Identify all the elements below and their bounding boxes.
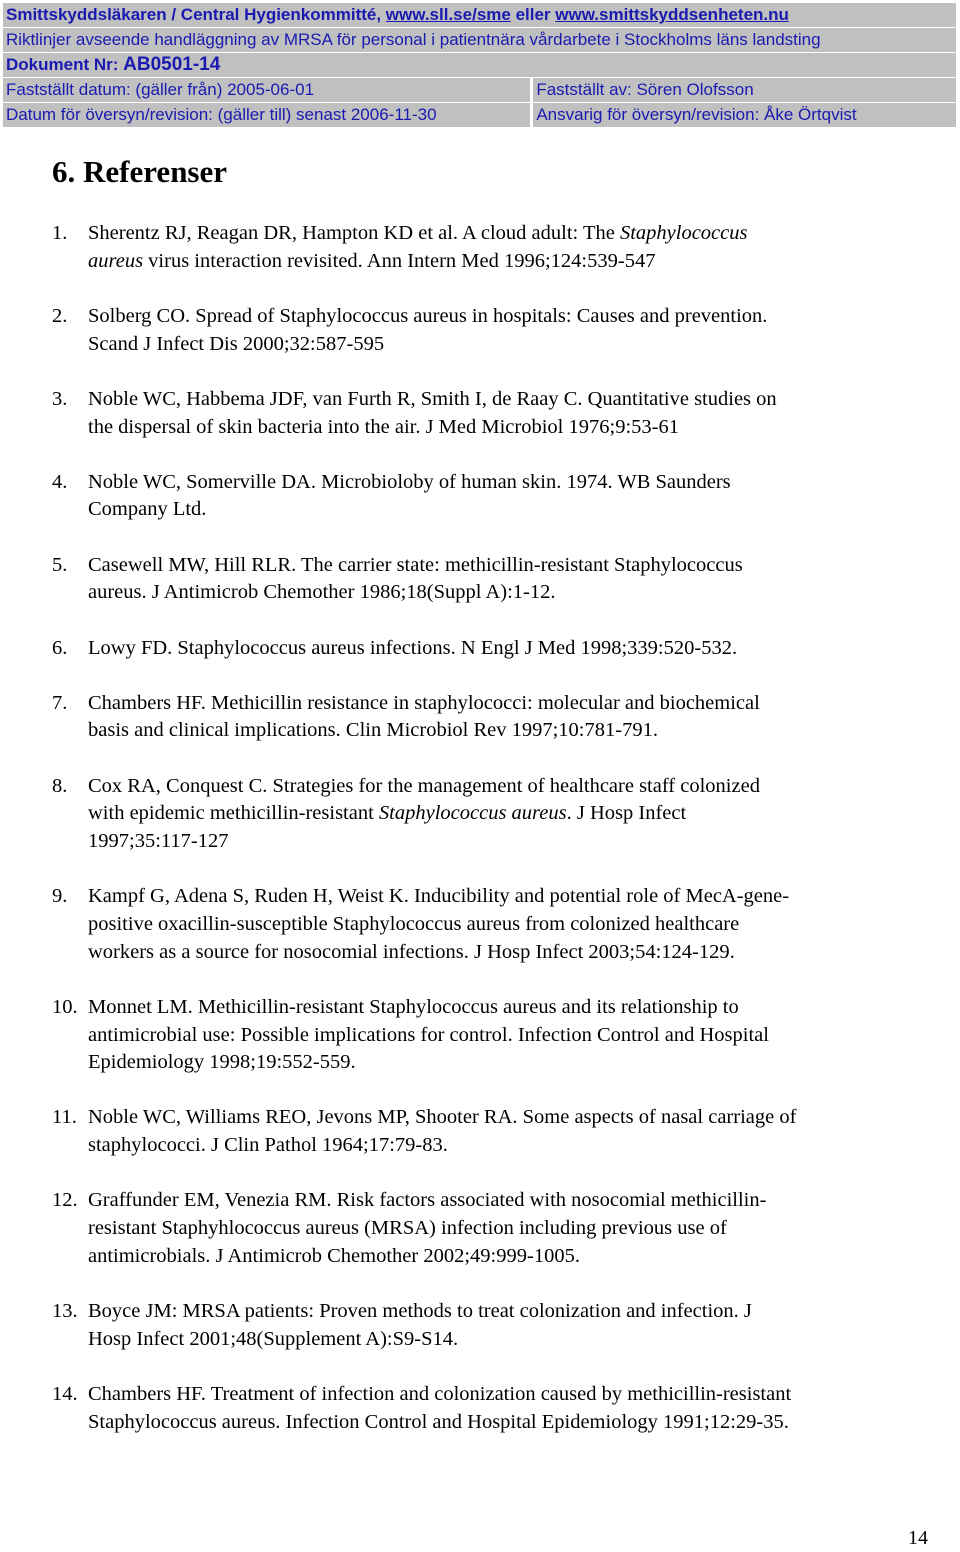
header-org-row	[3, 3, 956, 27]
reference-item	[52, 469, 932, 524]
reference-line	[88, 800, 932, 828]
reference-item	[52, 1187, 932, 1270]
reference-number: 11.	[52, 1106, 77, 1129]
header-org-connector: eller	[510, 5, 556, 24]
reference-number: 9.	[52, 885, 68, 908]
reference-item	[52, 1381, 932, 1436]
reference-line	[88, 883, 932, 911]
reference-line	[88, 994, 932, 1022]
reference-text: Solberg CO. Spread of Staphylococcus aureus in hospitals: Causes and prevention.	[88, 304, 768, 327]
reference-italic-text: aureus	[88, 249, 144, 272]
reference-line	[88, 939, 932, 967]
reference-text: the dispersal of skin bacteria into the air. J Med Microbiol 1976;9:53-61	[88, 415, 679, 438]
reference-list	[52, 220, 932, 1436]
reference-italic-text: Staphylococcus	[619, 222, 748, 244]
reference-line	[88, 1022, 932, 1050]
reference-text: Chambers HF. Methicillin resistance in staphylococci: molecular and biochemical	[88, 691, 760, 714]
reference-line	[88, 1187, 932, 1215]
reference-line	[88, 303, 932, 331]
reference-text: workers as a source for nosocomial infections. J Hosp Infect 2003;54:124-129.	[88, 940, 735, 963]
reference-number: 10.	[52, 995, 78, 1018]
reference-line	[88, 690, 932, 718]
reference-text: staphylococci. J Clin Pathol 1964;17:79-83.	[88, 1134, 448, 1157]
reference-item	[52, 635, 932, 663]
reference-text: Scand J Infect Dis 2000;32:587-595	[88, 332, 385, 355]
reference-text: Cox RA, Conquest C. Strategies for the management of healthcare staff colonized	[88, 774, 760, 797]
reference-text: Noble WC, Williams REO, Jevons MP, Shooter RA. Some aspects of nasal carriage of	[88, 1106, 797, 1129]
reference-text: basis and clinical implications. Clin Microbiol Rev 1997;10:781-791.	[88, 719, 658, 742]
header-established-row	[3, 78, 956, 102]
reference-item	[52, 690, 932, 745]
reference-item	[52, 220, 932, 275]
reference-text: Company Ltd.	[88, 498, 207, 521]
reference-line	[88, 414, 932, 442]
reference-number: 8.	[52, 774, 68, 797]
established-date: Fastställt datum: (gäller från) 2005-06-01	[3, 78, 530, 102]
reference-line	[88, 911, 932, 939]
reference-text: Boyce JM: MRSA patients: Proven methods to treat colonization and infection. J	[88, 1299, 752, 1322]
reference-text: Hosp Infect 2001;48(Supplement A):S9-S14.	[88, 1327, 459, 1350]
reference-text: positive oxacillin-susceptible Staphylococcus aureus from colonized healthcare	[88, 912, 740, 935]
reference-text: Staphylococcus aureus. Infection Control and Hospital Epidemiology 1991;12:29-35.	[88, 1410, 789, 1433]
reference-number: 2.	[52, 304, 68, 327]
reference-text: Chambers HF. Treatment of infection and colonization caused by methicillin-resistant	[88, 1382, 792, 1405]
header-review-row	[3, 103, 956, 127]
reference-item	[52, 883, 932, 966]
reference-item	[52, 1298, 932, 1353]
review-responsible: Ansvarig för översyn/revision: Åke Örtqvist	[533, 103, 956, 127]
reference-item	[52, 552, 932, 607]
reference-text: 1997;35:117-127	[88, 830, 229, 853]
reference-line	[88, 1298, 932, 1326]
reference-item	[52, 773, 932, 856]
reference-text: virus interaction revisited. Ann Intern Med 1996;124:539-547	[143, 249, 656, 272]
reference-text: antimicrobial use: Possible implications for control. Infection Control and Hospital	[88, 1023, 769, 1046]
reference-line	[88, 1381, 932, 1409]
reference-number: 13.	[52, 1299, 78, 1322]
reference-line	[88, 1215, 932, 1243]
reference-number: 3.	[52, 387, 68, 410]
reference-line	[88, 717, 932, 745]
reference-text: aureus. J Antimicrob Chemother 1986;18(Suppl A):1-12.	[88, 581, 556, 604]
reference-number: 7.	[52, 691, 68, 714]
reference-text: Kampf G, Adena S, Ruden H, Weist K. Inducibility and potential role of MecA-gene-	[88, 885, 790, 908]
reference-number: 1.	[52, 222, 68, 244]
established-by: Fastställt av: Sören Olofsson	[533, 78, 956, 102]
reference-text: Sherentz RJ, Reagan DR, Hampton KD et al. A cloud adult: The	[88, 222, 620, 244]
reference-item	[52, 386, 932, 441]
reference-line	[88, 635, 932, 663]
reference-text: Lowy FD. Staphylococcus aureus infections. N Engl J Med 1998;339:520-532.	[88, 636, 738, 659]
header-docnr-row	[3, 53, 956, 77]
reference-number: 14.	[52, 1382, 78, 1405]
reference-text: Graffunder EM, Venezia RM. Risk factors associated with nosocomial methicillin-	[88, 1189, 767, 1212]
reference-line	[88, 248, 932, 276]
header-org-text: Smittskyddsläkaren / Central Hygienkommitté,	[6, 5, 386, 24]
reference-line	[88, 469, 932, 497]
section-title: 6. Referenser	[52, 154, 228, 189]
header-guideline: Riktlinjer avseende handläggning av MRSA för personal i patientnära vårdarbete i Stockholms läns landsting	[3, 28, 956, 52]
reference-text: Noble WC, Habbema JDF, van Furth R, Smith I, de Raay C. Quantitative studies on	[88, 387, 777, 410]
page-number: 14	[908, 1527, 928, 1549]
doc-number-label: Dokument Nr:	[6, 55, 124, 74]
reference-text: with epidemic methicillin-resistant	[88, 802, 379, 825]
reference-italic-text: Staphylococcus aureus	[378, 802, 567, 825]
reference-text: Monnet LM. Methicillin-resistant Staphylococcus aureus and its relationship to	[88, 995, 739, 1018]
reference-number: 4.	[52, 470, 68, 493]
reference-text: resistant Staphyhlococcus aureus (MRSA) infection including previous use of	[88, 1217, 727, 1240]
reference-text: Casewell MW, Hill RLR. The carrier state: methicillin-resistant Staphylococcus	[88, 553, 743, 576]
header-docnr-cell	[3, 53, 956, 77]
reference-item	[52, 1104, 932, 1159]
reference-text: Epidemiology 1998;19:552-559.	[88, 1051, 356, 1074]
reference-line	[88, 331, 932, 359]
reference-line	[88, 220, 932, 248]
reference-line	[88, 1049, 932, 1077]
reference-number: 6.	[52, 636, 68, 659]
document-header	[3, 3, 956, 127]
reference-text: Noble WC, Somerville DA. Microbioloby of human skin. 1974. WB Saunders	[88, 470, 731, 493]
reference-text: . J Hosp Infect	[566, 802, 687, 825]
reference-line	[88, 552, 932, 580]
reference-number: 5.	[52, 553, 68, 576]
review-date: Datum för översyn/revision: (gäller till) senast 2006-11-30	[3, 103, 530, 127]
reference-text: antimicrobials. J Antimicrob Chemother 2002;49:999-1005.	[88, 1244, 580, 1267]
header-guideline-row	[3, 28, 956, 52]
reference-line	[88, 773, 932, 801]
reference-line	[88, 579, 932, 607]
sll-sme-link[interactable]: www.sll.se/sme	[385, 5, 511, 24]
reference-line	[88, 1132, 932, 1160]
doc-number: AB0501-14	[123, 54, 221, 75]
reference-line	[88, 828, 932, 856]
reference-number: 12.	[52, 1189, 78, 1212]
reference-line	[88, 386, 932, 414]
reference-line	[88, 1104, 932, 1132]
reference-line	[88, 496, 932, 524]
reference-line	[88, 1326, 932, 1354]
reference-item	[52, 994, 932, 1077]
reference-line	[88, 1409, 932, 1437]
smittskyddsenheten-link[interactable]: www.smittskyddsenheten.nu	[555, 5, 789, 24]
reference-item	[52, 303, 932, 358]
header-org-cell	[3, 3, 956, 27]
reference-line	[88, 1243, 932, 1271]
